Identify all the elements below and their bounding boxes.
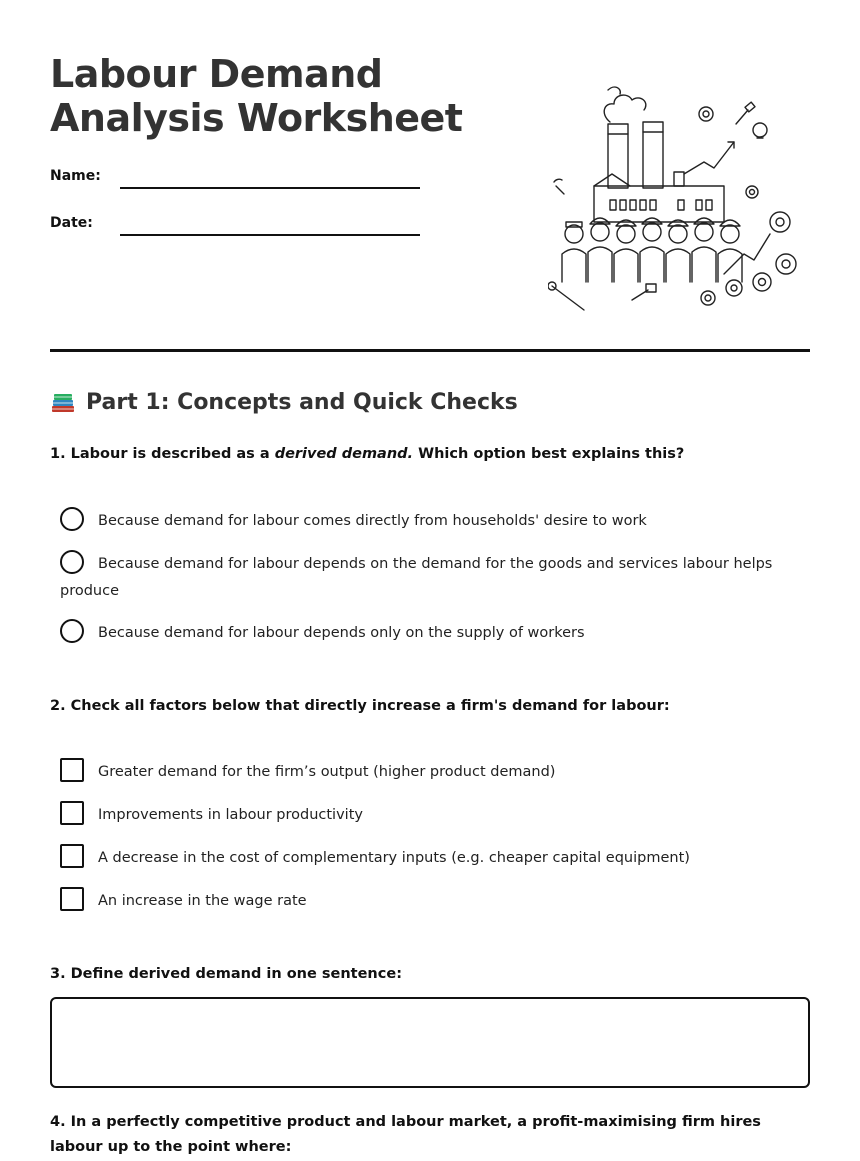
q2-option-2[interactable]	[60, 802, 780, 829]
name-line[interactable]	[120, 187, 420, 189]
q1-option-2[interactable]	[60, 551, 780, 605]
header-divider	[50, 349, 810, 352]
title-line-2: Analysis Worksheet	[50, 96, 463, 140]
checkbox[interactable]	[60, 801, 84, 825]
part1-heading-text: Part 1: Concepts and Quick Checks	[86, 389, 518, 415]
q1-option-3[interactable]	[60, 620, 780, 647]
q2-option-3[interactable]	[60, 845, 780, 872]
checkbox[interactable]	[60, 844, 84, 868]
q2-option-1[interactable]	[60, 759, 780, 786]
factory-workers-illustration	[548, 82, 798, 317]
q2-option-1-label: Greater demand for the firm’s output (higher product demand)	[98, 764, 556, 780]
q1-option-1[interactable]	[60, 508, 780, 535]
q1-option-1-label: Because demand for labour comes directly from households' desire to work	[98, 513, 647, 529]
radio-button[interactable]	[60, 507, 84, 531]
q1-emphasis: derived demand.	[274, 446, 414, 462]
name-field[interactable]	[50, 162, 420, 192]
question-3: 3. Define derived demand in one sentence:	[50, 966, 402, 982]
books-icon	[50, 389, 76, 415]
question-4: 4. In a perfectly competitive product and labour market, a profit-maximising firm hires labour up to the point where:	[50, 1114, 761, 1155]
checkbox[interactable]	[60, 887, 84, 911]
q2-option-4[interactable]	[60, 888, 780, 915]
question-2: 2. Check all factors below that directly increase a firm's demand for labour:	[50, 698, 670, 714]
checkbox[interactable]	[60, 758, 84, 782]
title-line-1: Labour Demand	[50, 52, 383, 96]
q1-option-2-label: Because demand for labour depends on the demand for the goods and services labour helps produce	[60, 556, 773, 599]
q1-suffix: Which option best explains this?	[413, 446, 685, 462]
q2-option-2-label: Improvements in labour productivity	[98, 807, 363, 823]
part1-heading	[50, 389, 518, 415]
q1-option-3-label: Because demand for labour depends only on the supply of workers	[98, 625, 585, 641]
q3-answer-box[interactable]	[50, 997, 810, 1088]
question-1	[50, 442, 810, 467]
date-line[interactable]	[120, 234, 420, 236]
q2-option-3-label: A decrease in the cost of complementary inputs (e.g. cheaper capital equipment)	[98, 850, 690, 866]
q2-option-4-label: An increase in the wage rate	[98, 893, 307, 909]
name-label: Name:	[50, 168, 101, 184]
date-field[interactable]	[50, 209, 420, 239]
radio-button[interactable]	[60, 619, 84, 643]
date-label: Date:	[50, 215, 93, 231]
worksheet-title	[50, 52, 510, 140]
q1-prefix: 1. Labour is described as a	[50, 446, 275, 462]
radio-button[interactable]	[60, 550, 84, 574]
